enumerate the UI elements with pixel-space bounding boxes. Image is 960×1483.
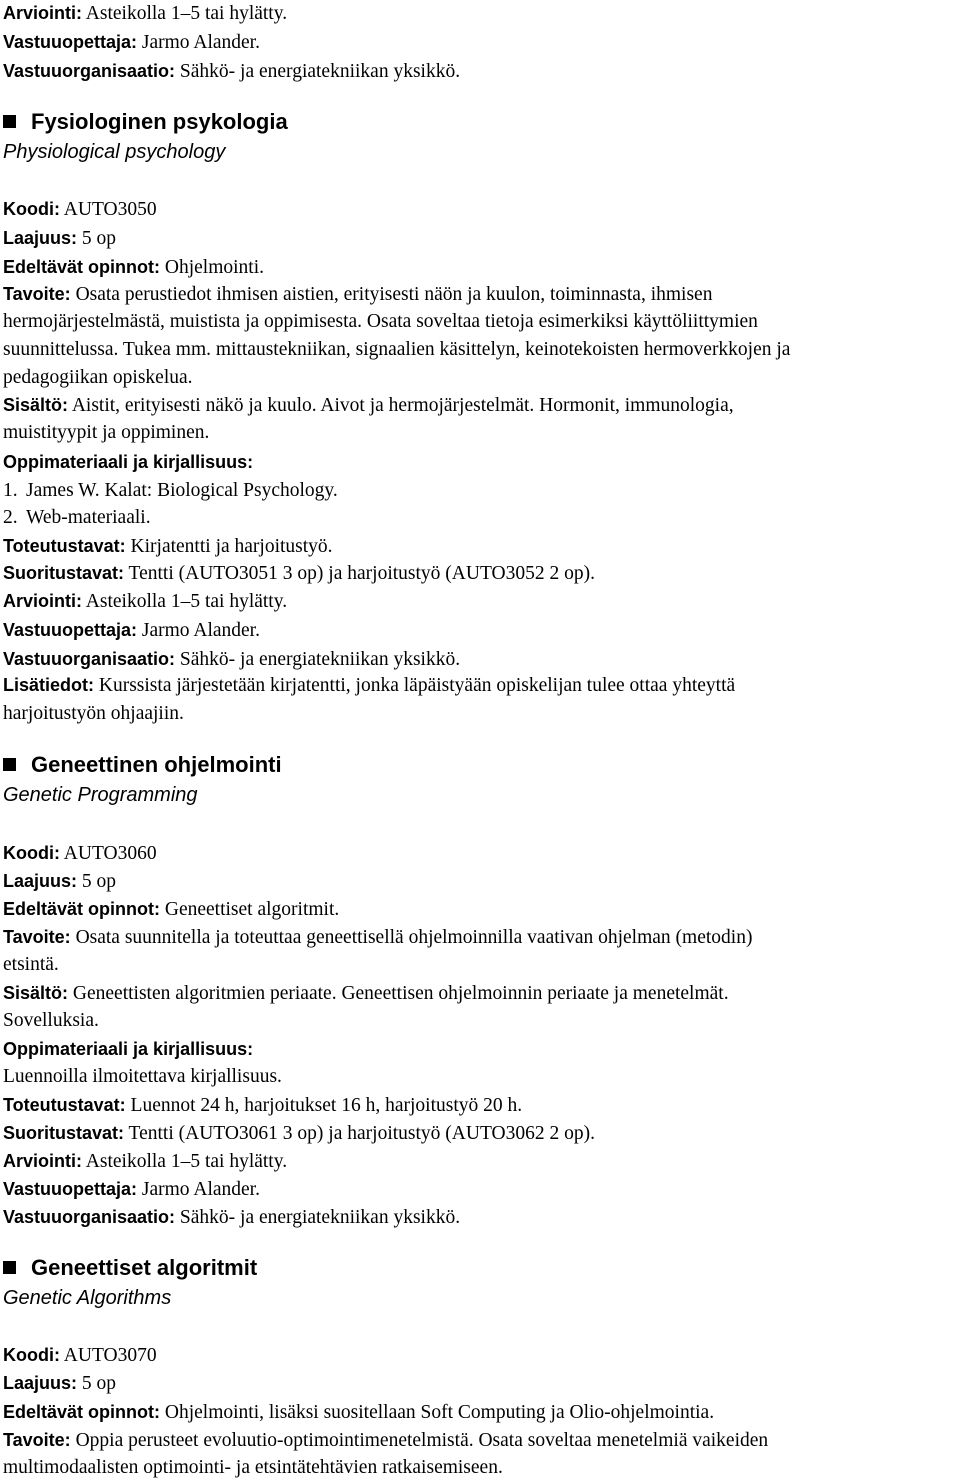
toteutustavat-value: Kirjatentti ja harjoitustyö. xyxy=(125,536,333,557)
edeltavat-label: Edeltävät opinnot: xyxy=(3,1402,160,1422)
oppimateriaali-heading xyxy=(3,1037,253,1062)
tavoite-text: Osata suunnitella ja toteuttaa geneettisellä ohjelmoinnilla vaativan ohjelman (metodin) xyxy=(70,927,753,948)
tavoite-label: Tavoite: xyxy=(3,927,71,947)
vastuuorganisaatio-label: Vastuuorganisaatio: xyxy=(3,649,176,669)
laajuus-line xyxy=(3,226,116,251)
list-item-text: Web-materiaali. xyxy=(26,507,151,528)
square-bullet-icon xyxy=(3,758,16,771)
toteutustavat-label: Toteutustavat: xyxy=(3,536,126,556)
laajuus-value: 5 op xyxy=(77,871,117,892)
sisalto-line-2: Sovelluksia. xyxy=(3,1010,99,1031)
koodi-label: Koodi: xyxy=(3,1345,60,1365)
oppimateriaali-text: Luennoilla ilmoitettava kirjallisuus. xyxy=(3,1066,282,1087)
arviointi-line xyxy=(3,1,287,26)
course-subtitle: Physiological psychology xyxy=(3,141,226,163)
vastuuopettaja-line xyxy=(3,618,260,643)
laajuus-label: Laajuus: xyxy=(3,228,78,248)
edeltavat-line xyxy=(3,1400,714,1425)
laajuus-line xyxy=(3,869,116,894)
course-subtitle: Genetic Programming xyxy=(3,784,198,806)
vastuuopettaja-line xyxy=(3,1177,260,1202)
koodi-label: Koodi: xyxy=(3,843,60,863)
arviointi-value: Asteikolla 1–5 tai hylätty. xyxy=(82,1151,288,1172)
tavoite-line xyxy=(3,925,752,950)
lisatiedot-text: Kurssista järjestetään kirjatentti, jonka läpäistyään opiskelijan tulee ottaa yhteyttä xyxy=(94,675,736,696)
sisalto-text: Geneettisten algoritmien periaate. Geneettisen ohjelmoinnin periaate ja menetelmät. xyxy=(68,983,729,1004)
laajuus-label: Laajuus: xyxy=(3,871,78,891)
arviointi-line xyxy=(3,589,287,614)
laajuus-value: 5 op xyxy=(77,228,117,249)
oppimateriaali-label: Oppimateriaali ja kirjallisuus: xyxy=(3,452,254,472)
suoritustavat-value: Tentti (AUTO3061 3 op) ja harjoitustyö (AUTO3062 2 op). xyxy=(124,1123,595,1144)
edeltavat-label: Edeltävät opinnot: xyxy=(3,257,160,277)
course-title xyxy=(3,108,288,136)
sisalto-line xyxy=(3,393,734,418)
arviointi-value: Asteikolla 1–5 tai hylätty. xyxy=(82,3,288,24)
list-item-text: James W. Kalat: Biological Psychology. xyxy=(26,480,338,501)
edeltavat-line xyxy=(3,897,339,922)
vastuuorganisaatio-line xyxy=(3,1205,460,1230)
oppimateriaali-heading xyxy=(3,450,253,475)
arviointi-label: Arviointi: xyxy=(3,3,82,23)
vastuuopettaja-label: Vastuuopettaja: xyxy=(3,32,138,52)
tavoite-line-2: hermojärjestelmästä, muistista ja oppimisesta. Osata soveltaa tietoja esimerkiksi käyttöliittymien xyxy=(3,311,758,332)
vastuuopettaja-label: Vastuuopettaja: xyxy=(3,620,138,640)
vastuuopettaja-value: Jarmo Alander. xyxy=(137,1179,260,1200)
sisalto-label: Sisältö: xyxy=(3,983,69,1003)
tavoite-line-2: etsintä. xyxy=(3,954,59,975)
suoritustavat-label: Suoritustavat: xyxy=(3,1123,125,1143)
koodi-line xyxy=(3,1343,157,1368)
koodi-value: AUTO3050 xyxy=(59,199,157,220)
tavoite-line-3: suunnittelussa. Tukea mm. mittaustekniikan, signaalien käsittelyn, keinotekoisten hermoverkkojen ja xyxy=(3,339,791,360)
vastuuorganisaatio-value: Sähkö- ja energiatekniikan yksikkö. xyxy=(175,649,461,670)
sisalto-label: Sisältö: xyxy=(3,395,69,415)
lisatiedot-line xyxy=(3,673,735,698)
arviointi-label: Arviointi: xyxy=(3,591,82,611)
vastuuorganisaatio-label: Vastuuorganisaatio: xyxy=(3,1207,176,1227)
course-title xyxy=(3,1254,257,1282)
lisatiedot-label: Lisätiedot: xyxy=(3,675,95,695)
edeltavat-label: Edeltävät opinnot: xyxy=(3,899,160,919)
vastuuorganisaatio-line xyxy=(3,59,460,84)
tavoite-label: Tavoite: xyxy=(3,284,71,304)
laajuus-line xyxy=(3,1371,116,1396)
square-bullet-icon xyxy=(3,115,16,128)
sisalto-line-2: muistityypit ja oppiminen. xyxy=(3,422,210,443)
vastuuorganisaatio-line xyxy=(3,647,460,672)
vastuuopettaja-label: Vastuuopettaja: xyxy=(3,1179,138,1199)
tavoite-line xyxy=(3,1428,768,1453)
list-item-number: 1. xyxy=(3,480,18,501)
course-title-text: Geneettinen ohjelmointi xyxy=(31,752,282,777)
tavoite-line-2: multimodaalisten optimointi- ja etsintätehtävien ratkaisemiseen. xyxy=(3,1457,503,1478)
koodi-line xyxy=(3,197,157,222)
vastuuorganisaatio-value: Sähkö- ja energiatekniikan yksikkö. xyxy=(175,1207,461,1228)
tavoite-line-4: pedagogiikan opiskelua. xyxy=(3,367,193,388)
course-title xyxy=(3,751,282,779)
course-title-text: Fysiologinen psykologia xyxy=(31,109,288,134)
koodi-value: AUTO3070 xyxy=(59,1345,157,1366)
list-item-number: 2. xyxy=(3,507,18,528)
sisalto-line xyxy=(3,981,729,1006)
edeltavat-value: Geneettiset algoritmit. xyxy=(160,899,340,920)
arviointi-line xyxy=(3,1149,287,1174)
vastuuorganisaatio-value: Sähkö- ja energiatekniikan yksikkö. xyxy=(175,61,461,82)
koodi-line xyxy=(3,841,157,866)
vastuuopettaja-line xyxy=(3,30,260,55)
list-item xyxy=(3,479,338,503)
toteutustavat-value: Luennot 24 h, harjoitukset 16 h, harjoitustyö 20 h. xyxy=(125,1095,523,1116)
toteutustavat-line xyxy=(3,534,333,559)
tavoite-text: Osata perustiedot ihmisen aistien, erityisesti näön ja kuulon, toiminnasta, ihmisen xyxy=(70,284,713,305)
course-subtitle: Genetic Algorithms xyxy=(3,1287,172,1309)
list-item xyxy=(3,506,151,530)
vastuuopettaja-value: Jarmo Alander. xyxy=(137,32,260,53)
tavoite-line xyxy=(3,282,712,307)
lisatiedot-line-2: harjoitustyön ohjaajiin. xyxy=(3,703,184,724)
suoritustavat-line xyxy=(3,561,595,586)
sisalto-text: Aistit, erityisesti näkö ja kuulo. Aivot ja hermojärjestelmät. Hormonit, immunologia, xyxy=(68,395,734,416)
arviointi-label: Arviointi: xyxy=(3,1151,82,1171)
edeltavat-value: Ohjelmointi, lisäksi suositellaan Soft Computing ja Olio-ohjelmointia. xyxy=(160,1402,715,1423)
koodi-value: AUTO3060 xyxy=(59,843,157,864)
toteutustavat-label: Toteutustavat: xyxy=(3,1095,126,1115)
suoritustavat-line xyxy=(3,1121,595,1146)
laajuus-value: 5 op xyxy=(77,1373,117,1394)
koodi-label: Koodi: xyxy=(3,199,60,219)
toteutustavat-line xyxy=(3,1093,522,1118)
vastuuorganisaatio-label: Vastuuorganisaatio: xyxy=(3,61,176,81)
edeltavat-value: Ohjelmointi. xyxy=(160,257,264,278)
suoritustavat-label: Suoritustavat: xyxy=(3,563,125,583)
oppimateriaali-label: Oppimateriaali ja kirjallisuus: xyxy=(3,1039,254,1059)
course-title-text: Geneettiset algoritmit xyxy=(31,1255,258,1280)
tavoite-text: Oppia perusteet evoluutio-optimointimenetelmistä. Osata soveltaa menetelmiä vaikeiden xyxy=(70,1430,769,1451)
arviointi-value: Asteikolla 1–5 tai hylätty. xyxy=(82,591,288,612)
tavoite-label: Tavoite: xyxy=(3,1430,71,1450)
vastuuopettaja-value: Jarmo Alander. xyxy=(137,620,260,641)
edeltavat-line xyxy=(3,255,264,280)
laajuus-label: Laajuus: xyxy=(3,1373,78,1393)
suoritustavat-value: Tentti (AUTO3051 3 op) ja harjoitustyö (AUTO3052 2 op). xyxy=(124,563,595,584)
square-bullet-icon xyxy=(3,1261,16,1274)
